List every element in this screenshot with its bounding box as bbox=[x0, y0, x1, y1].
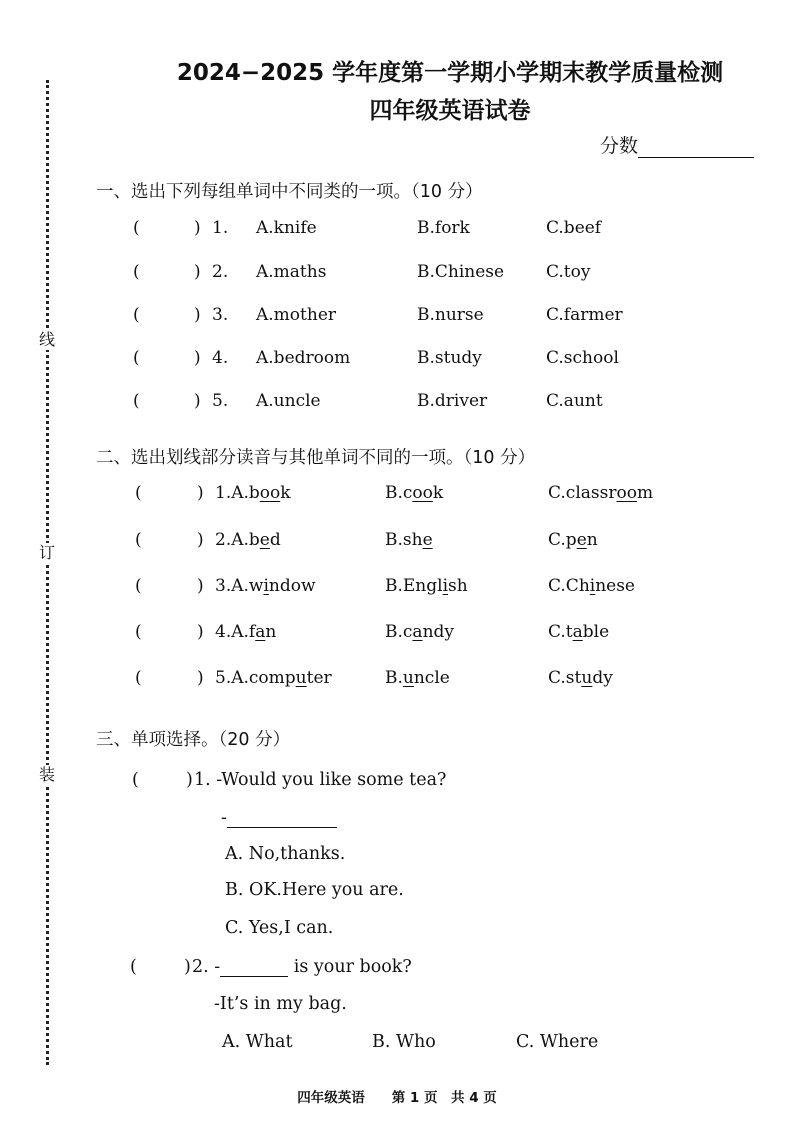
word-part: ncle bbox=[413, 668, 450, 688]
word-part: ndow bbox=[268, 576, 316, 596]
word-part: B.sh bbox=[385, 530, 423, 550]
option-c[interactable]: C.farmer bbox=[546, 305, 623, 325]
answer-paren-open[interactable]: ( bbox=[133, 305, 140, 325]
word-part: sh bbox=[448, 576, 468, 596]
q1-answer-blank[interactable] bbox=[227, 811, 337, 828]
answer-paren-open[interactable]: ( bbox=[133, 348, 140, 368]
underlined-part: e bbox=[576, 530, 587, 550]
option-a[interactable]: A.mother bbox=[256, 305, 337, 325]
option-b[interactable]: B.study bbox=[417, 348, 482, 368]
option-c[interactable] bbox=[548, 668, 613, 688]
answer-paren-close[interactable]: ) bbox=[197, 530, 204, 550]
item-number: 2. bbox=[212, 262, 229, 282]
word-part: B.c bbox=[385, 483, 413, 503]
q2-blank[interactable] bbox=[220, 960, 288, 977]
word-part: 1.A.b bbox=[215, 483, 260, 503]
option-c[interactable]: C.beef bbox=[546, 218, 602, 238]
underlined-part: i bbox=[442, 576, 449, 596]
underlined-part: oo bbox=[412, 483, 433, 503]
option-a[interactable] bbox=[215, 622, 276, 642]
word-part: dy bbox=[592, 668, 613, 688]
q1-option-b[interactable]: B. OK.Here you are. bbox=[225, 880, 404, 900]
underlined-part: i bbox=[263, 576, 269, 596]
answer-paren-open[interactable]: ( bbox=[135, 483, 142, 503]
option-a[interactable]: A.bedroom bbox=[256, 348, 351, 368]
answer-paren-open[interactable]: ( bbox=[135, 530, 142, 550]
word-part: 4.A.f bbox=[215, 622, 256, 642]
underlined-part: a bbox=[255, 622, 266, 642]
word-part: nese bbox=[595, 576, 635, 596]
answer-paren-close[interactable]: ) bbox=[194, 305, 201, 325]
option-c[interactable] bbox=[548, 483, 653, 503]
option-b[interactable] bbox=[385, 576, 468, 596]
q1-question: 1. -Would you like some tea? bbox=[194, 770, 447, 790]
word-part: B.c bbox=[385, 622, 413, 642]
option-b[interactable]: B.driver bbox=[417, 391, 488, 411]
exam-subtitle: 四年级英语试卷 bbox=[369, 98, 531, 124]
answer-paren-open[interactable]: ( bbox=[133, 218, 140, 238]
answer-paren-open[interactable]: ( bbox=[135, 622, 142, 642]
option-b[interactable] bbox=[385, 668, 450, 688]
option-c[interactable]: C.school bbox=[546, 348, 619, 368]
answer-paren-close[interactable]: ) bbox=[194, 218, 201, 238]
underlined-part: oo bbox=[616, 483, 637, 503]
item-number: 5. bbox=[212, 391, 229, 411]
option-a[interactable] bbox=[215, 530, 281, 550]
answer-paren-open[interactable]: ( bbox=[133, 391, 140, 411]
option-b[interactable]: B.nurse bbox=[417, 305, 484, 325]
word-part: k bbox=[432, 483, 444, 503]
underlined-part: e bbox=[422, 530, 433, 550]
option-b[interactable]: B.fork bbox=[417, 218, 470, 238]
q2-option-b[interactable]: B. Who bbox=[372, 1032, 436, 1052]
exam-title: 2024−2025 学年度第一学期小学期末教学质量检测 bbox=[176, 60, 724, 86]
word-part: 3.A.w bbox=[215, 576, 264, 596]
underlined-part: u bbox=[402, 668, 414, 688]
q1-option-c[interactable]: C. Yes,I can. bbox=[225, 918, 334, 938]
answer-paren-close[interactable]: ) bbox=[197, 576, 204, 596]
word-part: d bbox=[269, 530, 281, 550]
word-part: C.st bbox=[548, 668, 582, 688]
q1-answer-paren-close[interactable]: ) bbox=[186, 770, 193, 790]
underlined-part: u bbox=[295, 668, 307, 688]
q1-answer-prefix: - bbox=[221, 808, 227, 828]
answer-paren-open[interactable]: ( bbox=[133, 262, 140, 282]
item-number: 3. bbox=[212, 305, 229, 325]
q2-answer-paren-close[interactable]: ) bbox=[184, 957, 191, 977]
option-a[interactable]: A.uncle bbox=[256, 391, 321, 411]
option-c[interactable] bbox=[548, 576, 635, 596]
q1-option-a[interactable]: A. No,thanks. bbox=[225, 844, 346, 864]
score-label: 分数 bbox=[600, 135, 639, 157]
section2-heading: 二、选出划线部分读音与其他单词不同的一项。（10 分） bbox=[96, 448, 536, 468]
page-footer: 四年级英语 第 1 页 共 4 页 bbox=[297, 1090, 497, 1106]
underlined-part: u bbox=[581, 668, 593, 688]
option-b[interactable]: B.Chinese bbox=[417, 262, 505, 282]
word-part: 2.A.b bbox=[215, 530, 260, 550]
option-b[interactable] bbox=[385, 530, 433, 550]
word-part: B.Engl bbox=[385, 576, 443, 596]
q1-answer-paren-open[interactable]: ( bbox=[132, 770, 139, 790]
underlined-part: e bbox=[259, 530, 270, 550]
option-a[interactable]: A.knife bbox=[256, 218, 317, 238]
answer-paren-open[interactable]: ( bbox=[135, 576, 142, 596]
word-part: m bbox=[636, 483, 654, 503]
binding-char-xian: 线 bbox=[38, 330, 55, 349]
q2-suffix: is your book? bbox=[288, 957, 412, 977]
q2-option-c[interactable]: C. Where bbox=[516, 1032, 599, 1052]
answer-paren-close[interactable]: ) bbox=[197, 483, 204, 503]
word-part: C.Ch bbox=[548, 576, 590, 596]
item-number: 1. bbox=[212, 218, 229, 238]
q2-reply: -It’s in my bag. bbox=[214, 994, 347, 1014]
option-c[interactable]: C.aunt bbox=[546, 391, 603, 411]
underlined-part: a bbox=[412, 622, 423, 642]
answer-paren-close[interactable]: ) bbox=[194, 348, 201, 368]
option-a[interactable] bbox=[215, 668, 332, 688]
answer-paren-close[interactable]: ) bbox=[197, 622, 204, 642]
word-part: ndy bbox=[422, 622, 454, 642]
word-part: ble bbox=[582, 622, 610, 642]
binding-char-ding: 订 bbox=[38, 543, 55, 562]
score-blank[interactable] bbox=[638, 139, 754, 158]
binding-char-zhuang: 装 bbox=[38, 765, 55, 784]
option-c[interactable] bbox=[548, 622, 609, 642]
underlined-part: a bbox=[572, 622, 583, 642]
option-b[interactable] bbox=[385, 622, 454, 642]
word-part: C.t bbox=[548, 622, 573, 642]
underlined-part: oo bbox=[259, 483, 281, 503]
option-a[interactable] bbox=[215, 576, 316, 596]
binding-dotted-line bbox=[46, 80, 49, 1065]
answer-paren-close[interactable]: ) bbox=[194, 391, 201, 411]
word-part: n bbox=[265, 622, 277, 642]
answer-paren-close[interactable]: ) bbox=[197, 668, 204, 688]
q1-answer-line[interactable] bbox=[221, 808, 337, 828]
word-part: k bbox=[280, 483, 291, 503]
option-b[interactable] bbox=[385, 483, 443, 503]
underlined-part: i bbox=[589, 576, 596, 596]
option-a[interactable] bbox=[215, 483, 291, 503]
word-part: ter bbox=[306, 668, 332, 688]
item-number: 4. bbox=[212, 348, 229, 368]
word-part: C.classr bbox=[548, 483, 617, 503]
section1-heading: 一、选出下列每组单词中不同类的一项。（10 分） bbox=[96, 182, 483, 202]
word-part: n bbox=[586, 530, 598, 550]
option-a[interactable]: A.maths bbox=[256, 262, 327, 282]
word-part: B. bbox=[385, 668, 403, 688]
option-c[interactable] bbox=[548, 530, 598, 550]
score-field[interactable] bbox=[600, 131, 754, 158]
section3-heading: 三、单项选择。（20 分） bbox=[96, 730, 291, 750]
word-part: 5.A.comp bbox=[215, 668, 296, 688]
q2-question bbox=[192, 957, 412, 977]
q2-prefix: 2. - bbox=[192, 957, 221, 977]
option-c[interactable]: C.toy bbox=[546, 262, 591, 282]
q2-answer-paren-open[interactable]: ( bbox=[130, 957, 137, 977]
answer-paren-close[interactable]: ) bbox=[194, 262, 201, 282]
word-part: C.p bbox=[548, 530, 577, 550]
q2-option-a[interactable]: A. What bbox=[222, 1032, 293, 1052]
answer-paren-open[interactable]: ( bbox=[135, 668, 142, 688]
